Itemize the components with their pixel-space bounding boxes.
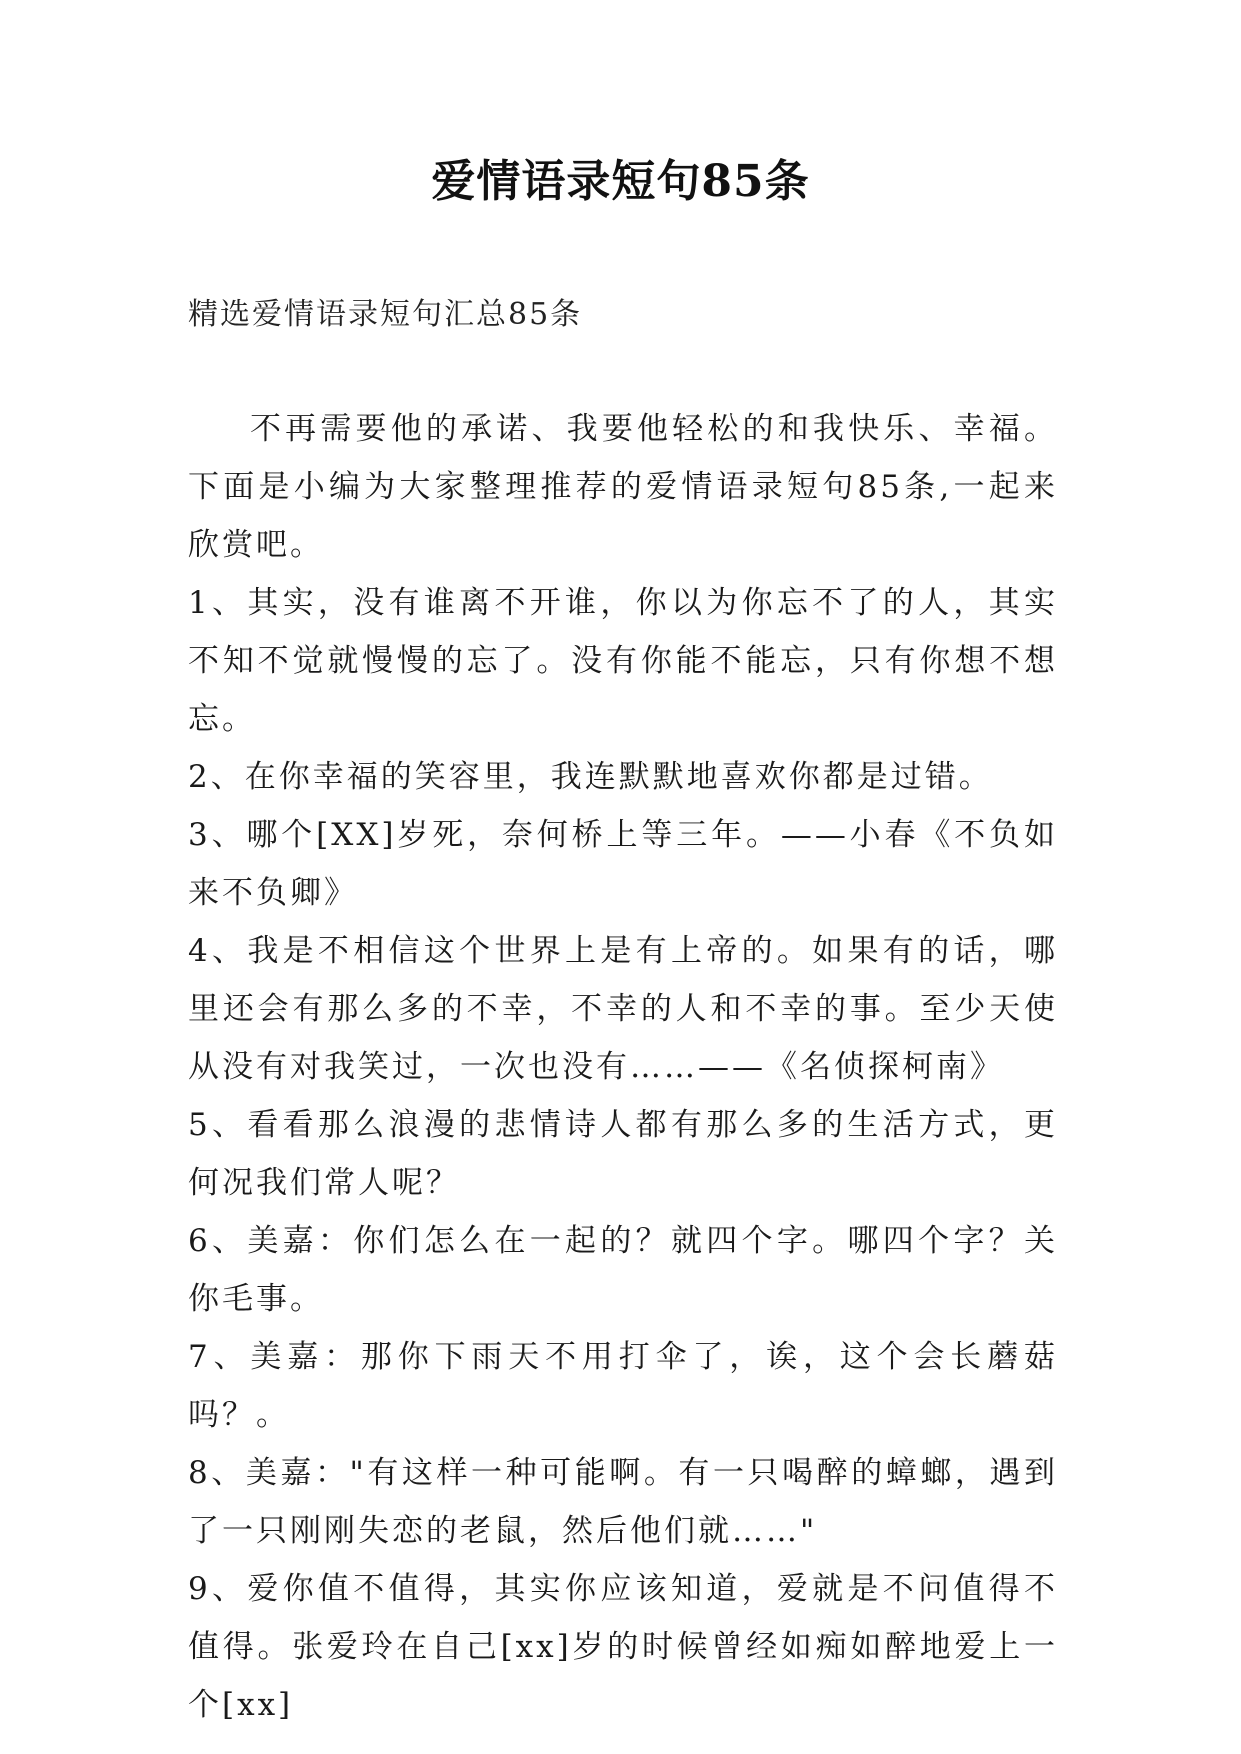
quote-item-5: 5、看看那么浪漫的悲情诗人都有那么多的生活方式，更何况我们常人呢？ <box>188 1107 1058 1201</box>
quote-item-8: 8、美嘉："有这样一种可能啊。有一只喝醉的蟑螂，遇到了一只刚刚失恋的老鼠，然后他们就……" <box>188 1455 1058 1549</box>
quote-item-2: 2、在你幸福的笑容里，我连默默地喜欢你都是过错。 <box>188 759 993 795</box>
quote-item-6: 6、美嘉：你们怎么在一起的？就四个字。哪四个字？关你毛事。 <box>188 1223 1058 1317</box>
document-title: 爱情语录短句85条 <box>431 156 810 207</box>
quote-item-9: 9、爱你值不值得，其实你应该知道，爱就是不问值得不值得。张爱玲在自己[xx]岁的时候曾经如痴如醉地爱上一个[xx] <box>188 1571 1058 1723</box>
document-body <box>188 400 1058 1734</box>
quote-item-7: 7、美嘉：那你下雨天不用打伞了，诶，这个会长蘑菇吗？。 <box>188 1339 1058 1433</box>
intro-paragraph: 不再需要他的承诺、我要他轻松的和我快乐、幸福。下面是小编为大家整理推荐的爱情语录短句85条,一起来欣赏吧。 <box>188 411 1058 563</box>
quote-item-3: 3、哪个[XX]岁死，奈何桥上等三年。——小春《不负如来不负卿》 <box>188 817 1058 911</box>
quote-item-4: 4、我是不相信这个世界上是有上帝的。如果有的话，哪里还会有那么多的不幸，不幸的人和不幸的事。至少天使从没有对我笑过，一次也没有……——《名侦探柯南》 <box>188 933 1058 1085</box>
quote-item-1: 1、其实，没有谁离不开谁，你以为你忘不了的人，其实不知不觉就慢慢的忘了。没有你能不能忘，只有你想不想忘。 <box>188 585 1058 737</box>
document-subtitle: 精选爱情语录短句汇总85条 <box>188 297 583 332</box>
